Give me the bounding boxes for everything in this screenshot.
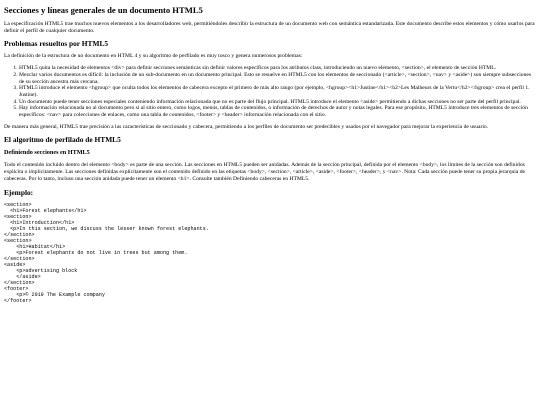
page-title: Secciones y líneas generales de un documento HTML5 [4, 5, 203, 15]
defining-sections-paragraph: Todo el contenido incluido dentro del elemento <body> es parte de una sección. Las secciones en HTML5 pueden ser anidadas. Además de la sección principal, definida por el elemento <body>, los límites de la sección son definidos explícita o implícitamente. Las secciones definidas explícitamente son el contenido definido en las etiquetas <body>, <section>, <article>, <aside>, <footer>, <header>, y <nav>. Nota: Cada sección puede tener su propia jerarquía de cabeceras. Por lo tanto, incluso una sección anidada puede tener un elemento <h1>. Consulte también Definiendo cabeceras en HTML5. [4, 162, 526, 182]
list-item: 1. HTML5 quita la necesidad de elementos <div> para definir secciones semánticas sin definir valores específicos para los atributos class, introduciendo un nuevo elemento, <section>, el elemento de sección HTML. [19, 65, 536, 72]
list-item: 2. Mezclar varios documentos es difícil: la inclusión de un sub-documento en un documento principal. Esto se resuelve en HTML5 con los elementos de seccionado (<article>, <section>, <nav> y <aside>) son siempre subsecciones de su sección ancestra más cercana. [19, 72, 536, 85]
subsection-heading-defining-sections: Definiendo secciones en HTML5 [4, 149, 90, 157]
problems-closing-paragraph: De manera más general, HTML5 trae precisión a las características de seccionado y cabecera, permitiendo a los perfiles de documento ser predecibles y usados por el navegador para mejorar la experiencia de usuario. [4, 123, 489, 130]
section-heading-algorithm: El algoritmo de perfilado de HTML5 [4, 135, 121, 145]
intro-paragraph: La especificación HTML5 trae muchos nuevos elementos a los desarrolladores web, permitiéndoles describir la estructura de un documento web con semántica estandarizada. Este documento describe estos elementos y cómo usarlos para definir el perfil de cualquier documento. [4, 21, 535, 34]
section-heading-example: Ejemplo: [4, 187, 34, 197]
problems-lead-paragraph: La definición de la estructura de un documento en HTML 4 y su algoritmo de perfilado es muy tosco y genera numerosos problemas: [4, 53, 303, 60]
list-item: 3. HTML5 introduce el elemento <hgroup> que oculta todos los elementos de cabecera excepto el primero de más alto rango (por ejemplo, <hgroup><h1>Justine</h1><h2>Les Malheurs de la Vertu</h2></hgroup> crea el perfil 1. Justine). [19, 85, 536, 98]
section-heading-problems: Problemas resueltos por HTML5 [4, 39, 109, 49]
example-code-block: <section> <h1>Forest elephants</h1> <section> <h1>Introduction</h1> <p>In this section, we discuss the lesser known forest elephants. </section> <section> <h1>Habitat</h1> <p>Forest elephants do not live in trees but among them. </section> <aside> <p>advertising block </aside> </section> <footer> <p>© 2010 The Example company </footer> [4, 201, 209, 305]
list-item: 4. Un documento puede tener secciones especiales conteniendo información relacionada que no es parte del flujo principal. HTML5 introduce el elemento <aside> permitiendo a dichas secciones no ser parte del perfil principal. [19, 99, 536, 106]
problems-list [4, 65, 536, 119]
list-item: 5. Hay información relacionada no al documento pero sí al sitio entero, como logos, menús, tablas de contenidos, o información de derechos de autor y notas legales. Para ese propósito, HTML5 introduce tres elementos de sección específicos: <nav> para colecciones de enlaces, como una tabla de contenidos, <footer> y <header> información relacionada con el sitio. [19, 105, 536, 118]
